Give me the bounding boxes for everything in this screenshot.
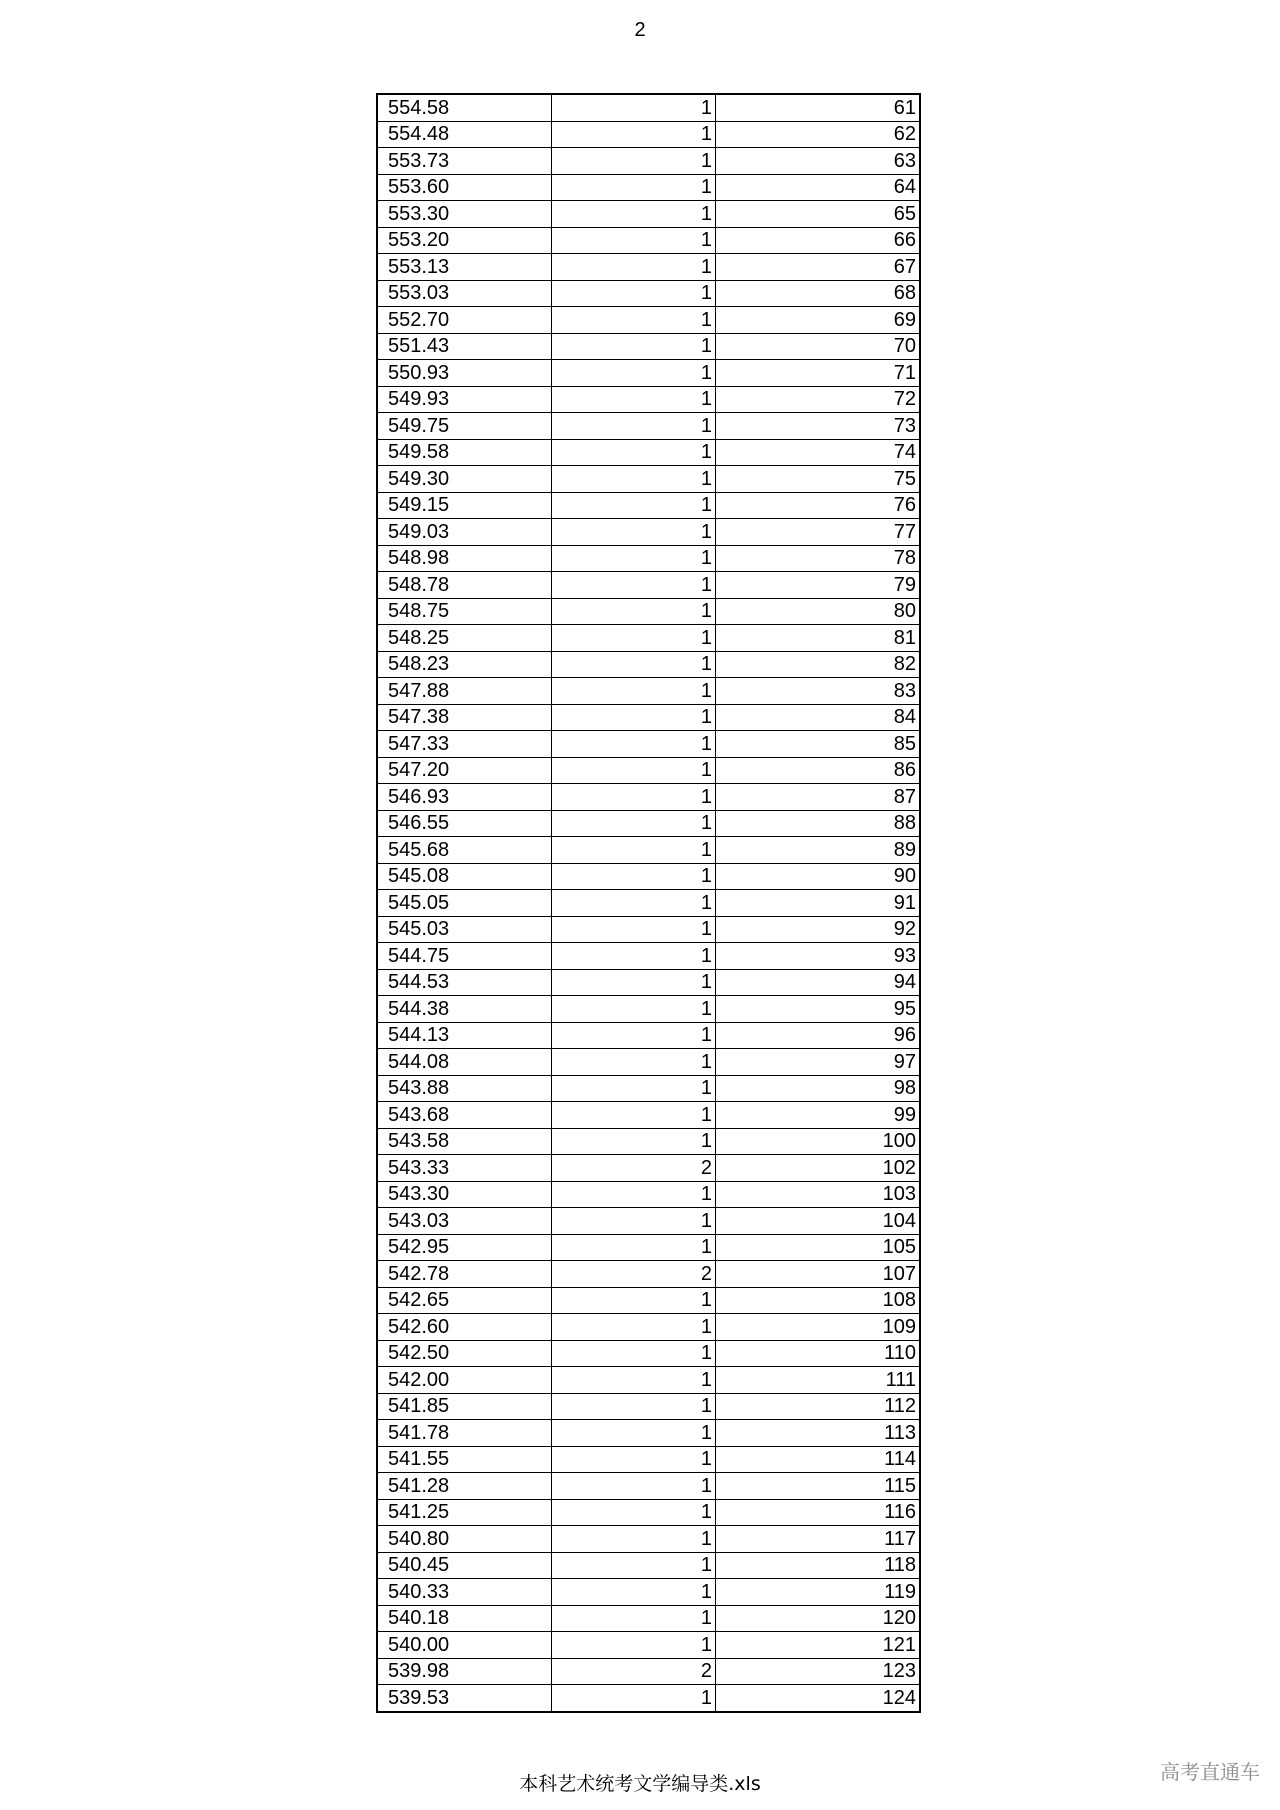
cumulative-cell: 95 bbox=[716, 996, 921, 1023]
score-cell: 553.73 bbox=[377, 148, 552, 175]
score-table bbox=[376, 93, 921, 1713]
cumulative-cell: 124 bbox=[716, 1685, 921, 1712]
table-row bbox=[377, 174, 920, 201]
table-row bbox=[377, 863, 920, 890]
cumulative-cell: 74 bbox=[716, 439, 921, 466]
cumulative-cell: 86 bbox=[716, 757, 921, 784]
score-cell: 542.60 bbox=[377, 1314, 552, 1341]
table-row bbox=[377, 1314, 920, 1341]
table-row bbox=[377, 784, 920, 811]
score-cell: 545.05 bbox=[377, 890, 552, 917]
score-cell: 544.38 bbox=[377, 996, 552, 1023]
count-cell: 1 bbox=[552, 890, 716, 917]
cumulative-cell: 97 bbox=[716, 1049, 921, 1076]
cumulative-cell: 83 bbox=[716, 678, 921, 705]
count-cell: 1 bbox=[552, 121, 716, 148]
cumulative-cell: 107 bbox=[716, 1261, 921, 1288]
cumulative-cell: 114 bbox=[716, 1446, 921, 1473]
score-cell: 547.88 bbox=[377, 678, 552, 705]
cumulative-cell: 89 bbox=[716, 837, 921, 864]
count-cell: 1 bbox=[552, 1287, 716, 1314]
table-row bbox=[377, 94, 920, 121]
cumulative-cell: 118 bbox=[716, 1552, 921, 1579]
count-cell: 1 bbox=[552, 625, 716, 652]
table-row bbox=[377, 1367, 920, 1394]
score-cell: 546.55 bbox=[377, 810, 552, 837]
count-cell: 1 bbox=[552, 810, 716, 837]
count-cell: 1 bbox=[552, 1340, 716, 1367]
cumulative-cell: 91 bbox=[716, 890, 921, 917]
count-cell: 2 bbox=[552, 1155, 716, 1182]
page-number: 2 bbox=[634, 19, 646, 41]
cumulative-cell: 80 bbox=[716, 598, 921, 625]
cumulative-cell: 72 bbox=[716, 386, 921, 413]
score-cell: 549.30 bbox=[377, 466, 552, 493]
score-cell: 553.03 bbox=[377, 280, 552, 307]
table-row bbox=[377, 148, 920, 175]
cumulative-cell: 68 bbox=[716, 280, 921, 307]
cumulative-cell: 119 bbox=[716, 1579, 921, 1606]
cumulative-cell: 71 bbox=[716, 360, 921, 387]
table-row bbox=[377, 916, 920, 943]
count-cell: 1 bbox=[552, 1075, 716, 1102]
score-cell: 542.00 bbox=[377, 1367, 552, 1394]
count-cell: 1 bbox=[552, 996, 716, 1023]
score-cell: 553.30 bbox=[377, 201, 552, 228]
score-cell: 549.03 bbox=[377, 519, 552, 546]
table-row bbox=[377, 625, 920, 652]
cumulative-cell: 61 bbox=[716, 94, 921, 121]
count-cell: 1 bbox=[552, 148, 716, 175]
score-table-body bbox=[377, 94, 920, 1712]
cumulative-cell: 96 bbox=[716, 1022, 921, 1049]
score-cell: 553.20 bbox=[377, 227, 552, 254]
table-row bbox=[377, 386, 920, 413]
count-cell: 1 bbox=[552, 1367, 716, 1394]
count-cell: 1 bbox=[552, 863, 716, 890]
count-cell: 1 bbox=[552, 1446, 716, 1473]
score-cell: 540.80 bbox=[377, 1526, 552, 1553]
cumulative-cell: 69 bbox=[716, 307, 921, 334]
cumulative-cell: 123 bbox=[716, 1658, 921, 1685]
score-cell: 543.03 bbox=[377, 1208, 552, 1235]
table-row bbox=[377, 1605, 920, 1632]
table-row bbox=[377, 1261, 920, 1288]
table-row bbox=[377, 731, 920, 758]
table-row bbox=[377, 1102, 920, 1129]
table-row bbox=[377, 333, 920, 360]
table-row bbox=[377, 757, 920, 784]
score-cell: 542.95 bbox=[377, 1234, 552, 1261]
table-row bbox=[377, 1446, 920, 1473]
cumulative-cell: 90 bbox=[716, 863, 921, 890]
table-row bbox=[377, 1340, 920, 1367]
score-cell: 543.58 bbox=[377, 1128, 552, 1155]
cumulative-cell: 98 bbox=[716, 1075, 921, 1102]
count-cell: 1 bbox=[552, 704, 716, 731]
cumulative-cell: 112 bbox=[716, 1393, 921, 1420]
cumulative-cell: 64 bbox=[716, 174, 921, 201]
table-row bbox=[377, 678, 920, 705]
cumulative-cell: 94 bbox=[716, 969, 921, 996]
cumulative-cell: 93 bbox=[716, 943, 921, 970]
table-row bbox=[377, 1526, 920, 1553]
table-row bbox=[377, 890, 920, 917]
score-cell: 554.48 bbox=[377, 121, 552, 148]
table-row bbox=[377, 439, 920, 466]
score-cell: 545.68 bbox=[377, 837, 552, 864]
score-cell: 543.68 bbox=[377, 1102, 552, 1129]
count-cell: 1 bbox=[552, 386, 716, 413]
score-cell: 544.75 bbox=[377, 943, 552, 970]
table-row bbox=[377, 1208, 920, 1235]
score-cell: 547.38 bbox=[377, 704, 552, 731]
count-cell: 1 bbox=[552, 837, 716, 864]
cumulative-cell: 109 bbox=[716, 1314, 921, 1341]
score-cell: 539.98 bbox=[377, 1658, 552, 1685]
score-cell: 548.98 bbox=[377, 545, 552, 572]
table-row bbox=[377, 254, 920, 281]
count-cell: 1 bbox=[552, 1314, 716, 1341]
table-row bbox=[377, 837, 920, 864]
cumulative-cell: 117 bbox=[716, 1526, 921, 1553]
table-row bbox=[377, 1287, 920, 1314]
table-row bbox=[377, 1075, 920, 1102]
table-row bbox=[377, 519, 920, 546]
table-row bbox=[377, 943, 920, 970]
count-cell: 1 bbox=[552, 492, 716, 519]
cumulative-cell: 70 bbox=[716, 333, 921, 360]
score-cell: 543.88 bbox=[377, 1075, 552, 1102]
count-cell: 1 bbox=[552, 731, 716, 758]
score-cell: 541.55 bbox=[377, 1446, 552, 1473]
table-row bbox=[377, 1181, 920, 1208]
score-cell: 548.23 bbox=[377, 651, 552, 678]
count-cell: 1 bbox=[552, 1579, 716, 1606]
cumulative-cell: 100 bbox=[716, 1128, 921, 1155]
score-cell: 547.33 bbox=[377, 731, 552, 758]
score-cell: 548.75 bbox=[377, 598, 552, 625]
count-cell: 1 bbox=[552, 439, 716, 466]
table-row bbox=[377, 996, 920, 1023]
table-row bbox=[377, 307, 920, 334]
count-cell: 1 bbox=[552, 598, 716, 625]
table-row bbox=[377, 466, 920, 493]
cumulative-cell: 108 bbox=[716, 1287, 921, 1314]
table-row bbox=[377, 1552, 920, 1579]
count-cell: 1 bbox=[552, 254, 716, 281]
score-cell: 541.25 bbox=[377, 1499, 552, 1526]
count-cell: 1 bbox=[552, 1208, 716, 1235]
score-cell: 542.78 bbox=[377, 1261, 552, 1288]
count-cell: 1 bbox=[552, 678, 716, 705]
table-row bbox=[377, 1234, 920, 1261]
table-row bbox=[377, 969, 920, 996]
cumulative-cell: 67 bbox=[716, 254, 921, 281]
score-cell: 542.65 bbox=[377, 1287, 552, 1314]
table-row bbox=[377, 1658, 920, 1685]
count-cell: 1 bbox=[552, 174, 716, 201]
score-cell: 553.60 bbox=[377, 174, 552, 201]
count-cell: 1 bbox=[552, 1473, 716, 1500]
table-row bbox=[377, 492, 920, 519]
count-cell: 1 bbox=[552, 1022, 716, 1049]
count-cell: 1 bbox=[552, 1102, 716, 1129]
count-cell: 1 bbox=[552, 333, 716, 360]
score-cell: 549.93 bbox=[377, 386, 552, 413]
cumulative-cell: 65 bbox=[716, 201, 921, 228]
score-cell: 551.43 bbox=[377, 333, 552, 360]
score-cell: 549.58 bbox=[377, 439, 552, 466]
table-row bbox=[377, 651, 920, 678]
count-cell: 1 bbox=[552, 943, 716, 970]
cumulative-cell: 88 bbox=[716, 810, 921, 837]
count-cell: 1 bbox=[552, 1049, 716, 1076]
cumulative-cell: 105 bbox=[716, 1234, 921, 1261]
table-row bbox=[377, 1579, 920, 1606]
cumulative-cell: 111 bbox=[716, 1367, 921, 1394]
count-cell: 1 bbox=[552, 1685, 716, 1712]
cumulative-cell: 73 bbox=[716, 413, 921, 440]
score-cell: 541.78 bbox=[377, 1420, 552, 1447]
count-cell: 1 bbox=[552, 572, 716, 599]
cumulative-cell: 79 bbox=[716, 572, 921, 599]
count-cell: 1 bbox=[552, 1632, 716, 1659]
cumulative-cell: 82 bbox=[716, 651, 921, 678]
score-cell: 549.15 bbox=[377, 492, 552, 519]
table-row bbox=[377, 1685, 920, 1712]
score-cell: 539.53 bbox=[377, 1685, 552, 1712]
score-cell: 540.33 bbox=[377, 1579, 552, 1606]
table-row bbox=[377, 1128, 920, 1155]
table-row bbox=[377, 545, 920, 572]
count-cell: 1 bbox=[552, 757, 716, 784]
score-cell: 552.70 bbox=[377, 307, 552, 334]
table-row bbox=[377, 227, 920, 254]
cumulative-cell: 81 bbox=[716, 625, 921, 652]
count-cell: 1 bbox=[552, 1526, 716, 1553]
table-row bbox=[377, 598, 920, 625]
footer-filename: 本科艺术统考文学编导类.xls bbox=[519, 1773, 761, 1795]
cumulative-cell: 113 bbox=[716, 1420, 921, 1447]
count-cell: 1 bbox=[552, 969, 716, 996]
count-cell: 1 bbox=[552, 545, 716, 572]
score-cell: 541.28 bbox=[377, 1473, 552, 1500]
count-cell: 1 bbox=[552, 280, 716, 307]
cumulative-cell: 116 bbox=[716, 1499, 921, 1526]
cumulative-cell: 87 bbox=[716, 784, 921, 811]
table-row bbox=[377, 121, 920, 148]
table-row bbox=[377, 1393, 920, 1420]
cumulative-cell: 85 bbox=[716, 731, 921, 758]
cumulative-cell: 110 bbox=[716, 1340, 921, 1367]
score-cell: 541.85 bbox=[377, 1393, 552, 1420]
score-cell: 550.93 bbox=[377, 360, 552, 387]
cumulative-cell: 120 bbox=[716, 1605, 921, 1632]
count-cell: 1 bbox=[552, 1181, 716, 1208]
score-cell: 540.18 bbox=[377, 1605, 552, 1632]
count-cell: 1 bbox=[552, 651, 716, 678]
score-cell: 549.75 bbox=[377, 413, 552, 440]
count-cell: 1 bbox=[552, 1605, 716, 1632]
cumulative-cell: 99 bbox=[716, 1102, 921, 1129]
table-row bbox=[377, 1473, 920, 1500]
cumulative-cell: 121 bbox=[716, 1632, 921, 1659]
count-cell: 1 bbox=[552, 1499, 716, 1526]
count-cell: 1 bbox=[552, 413, 716, 440]
score-cell: 543.30 bbox=[377, 1181, 552, 1208]
score-cell: 544.53 bbox=[377, 969, 552, 996]
score-cell: 543.33 bbox=[377, 1155, 552, 1182]
table-row bbox=[377, 1022, 920, 1049]
table-row bbox=[377, 572, 920, 599]
count-cell: 2 bbox=[552, 1658, 716, 1685]
count-cell: 1 bbox=[552, 94, 716, 121]
cumulative-cell: 115 bbox=[716, 1473, 921, 1500]
score-cell: 540.45 bbox=[377, 1552, 552, 1579]
count-cell: 1 bbox=[552, 227, 716, 254]
score-cell: 554.58 bbox=[377, 94, 552, 121]
cumulative-cell: 104 bbox=[716, 1208, 921, 1235]
table-row bbox=[377, 704, 920, 731]
count-cell: 1 bbox=[552, 466, 716, 493]
table-row bbox=[377, 810, 920, 837]
cumulative-cell: 84 bbox=[716, 704, 921, 731]
score-cell: 546.93 bbox=[377, 784, 552, 811]
count-cell: 1 bbox=[552, 784, 716, 811]
score-cell: 548.25 bbox=[377, 625, 552, 652]
table-row bbox=[377, 280, 920, 307]
count-cell: 1 bbox=[552, 1393, 716, 1420]
cumulative-cell: 78 bbox=[716, 545, 921, 572]
count-cell: 1 bbox=[552, 307, 716, 334]
count-cell: 1 bbox=[552, 1552, 716, 1579]
cumulative-cell: 62 bbox=[716, 121, 921, 148]
table-row bbox=[377, 1420, 920, 1447]
count-cell: 1 bbox=[552, 1234, 716, 1261]
count-cell: 1 bbox=[552, 519, 716, 546]
table-row bbox=[377, 413, 920, 440]
cumulative-cell: 66 bbox=[716, 227, 921, 254]
score-cell: 545.08 bbox=[377, 863, 552, 890]
table-row bbox=[377, 1049, 920, 1076]
count-cell: 1 bbox=[552, 360, 716, 387]
cumulative-cell: 103 bbox=[716, 1181, 921, 1208]
table-row bbox=[377, 1155, 920, 1182]
count-cell: 1 bbox=[552, 1128, 716, 1155]
score-cell: 540.00 bbox=[377, 1632, 552, 1659]
watermark-text: 高考直通车 bbox=[1160, 1760, 1260, 1784]
cumulative-cell: 102 bbox=[716, 1155, 921, 1182]
cumulative-cell: 76 bbox=[716, 492, 921, 519]
table-row bbox=[377, 360, 920, 387]
cumulative-cell: 75 bbox=[716, 466, 921, 493]
score-cell: 544.13 bbox=[377, 1022, 552, 1049]
score-cell: 545.03 bbox=[377, 916, 552, 943]
score-cell: 547.20 bbox=[377, 757, 552, 784]
count-cell: 1 bbox=[552, 1420, 716, 1447]
score-cell: 548.78 bbox=[377, 572, 552, 599]
count-cell: 1 bbox=[552, 201, 716, 228]
table-row bbox=[377, 1632, 920, 1659]
score-cell: 542.50 bbox=[377, 1340, 552, 1367]
cumulative-cell: 92 bbox=[716, 916, 921, 943]
table-row bbox=[377, 1499, 920, 1526]
count-cell: 2 bbox=[552, 1261, 716, 1288]
score-cell: 544.08 bbox=[377, 1049, 552, 1076]
cumulative-cell: 77 bbox=[716, 519, 921, 546]
count-cell: 1 bbox=[552, 916, 716, 943]
score-cell: 553.13 bbox=[377, 254, 552, 281]
table-row bbox=[377, 201, 920, 228]
cumulative-cell: 63 bbox=[716, 148, 921, 175]
